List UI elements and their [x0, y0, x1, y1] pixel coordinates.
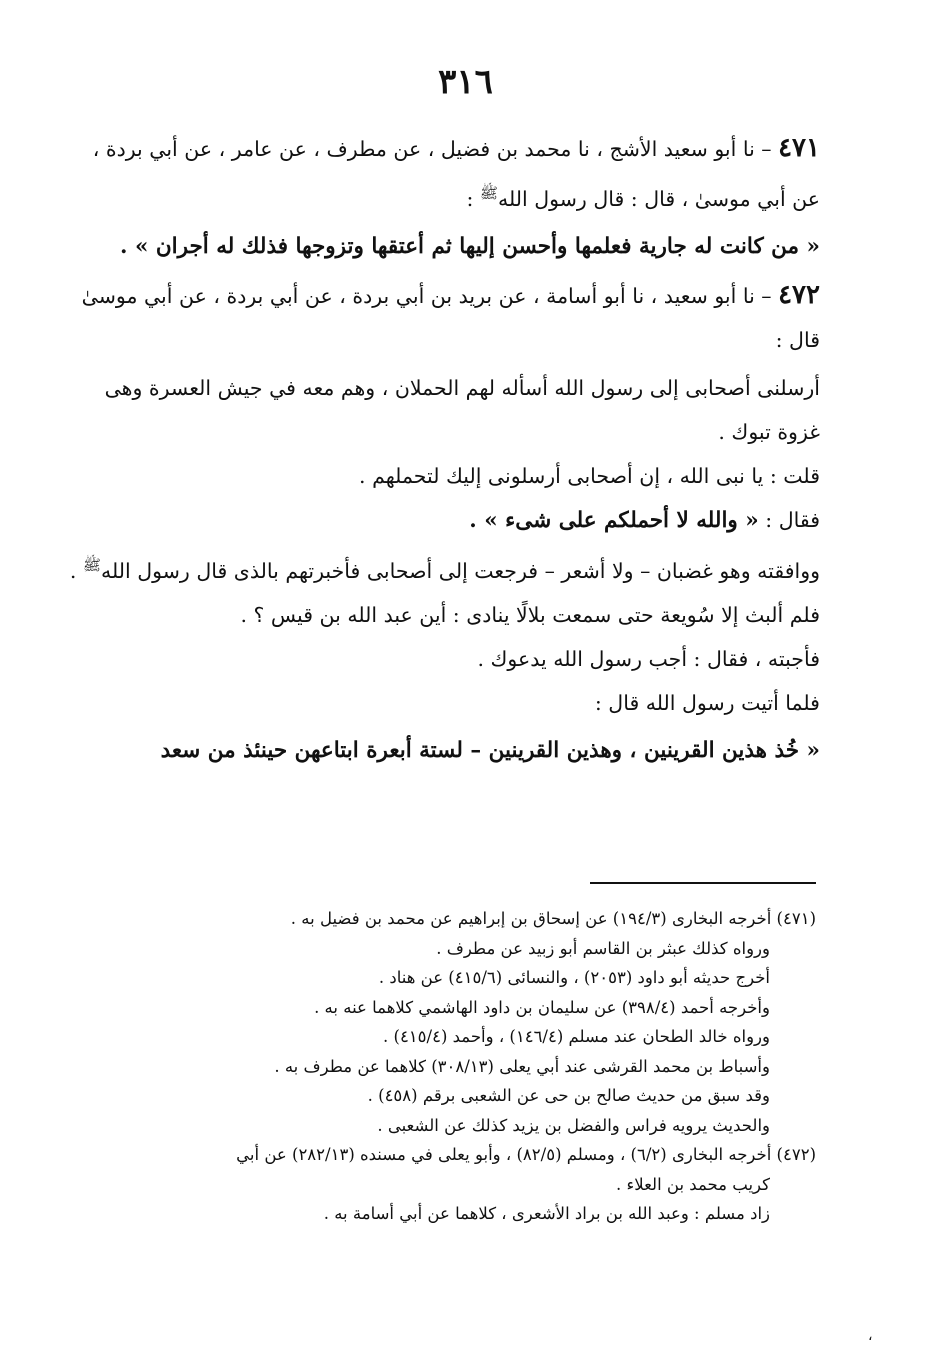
footnote-line: زاد مسلم : وعبد الله بن براد الأشعرى ، كلاهما عن أبي أسامة به .: [323, 1204, 770, 1223]
narration-paragraph: [60, 543, 820, 593]
main-text: [60, 126, 820, 773]
footnote-line: والحديث يرويه فراس والفضل بن يزيد كذلك عن الشعبى .: [377, 1115, 770, 1135]
narration-paragraph: أرسلنى أصحابى إلى رسول الله أسأله لهم الحملان ، وهم معه في جيش العسرة وهى غزوة تبوك .: [104, 375, 820, 444]
hadith-number: ٤٧١: [778, 133, 820, 163]
page-number: ٣١٦: [438, 62, 493, 102]
isnad-text: عن أبي بردة ، عن أبي موسىٰ ، قال : قال رسول الله: [92, 137, 820, 211]
prophet-quote: « والله لا أحملكم على شىء » .: [469, 507, 759, 533]
footnote-separator: [590, 882, 816, 884]
isnad-end: :: [466, 186, 480, 211]
footnote-line: ورواه كذلك عبثر بن القاسم أبو زبيد عن مطرف .: [436, 938, 770, 958]
footnote-line: كريب محمد بن العلاء .: [616, 1174, 770, 1194]
salla-ligature: ﷺ: [82, 555, 102, 574]
footnote-line: (٤٧١) أخرجه البخارى (١٩٤/٣) عن إسحاق بن إبراهيم عن محمد بن فضيل به .: [290, 909, 816, 928]
narration-paragraph: [60, 498, 820, 543]
hadith-number: ٤٧٢: [778, 279, 820, 310]
footnote-line: وقد سبق من حديث صالح بن حى عن الشعبى برقم (٤٥٨) .: [367, 1086, 770, 1105]
page-edge-mark: ،: [868, 1328, 873, 1344]
narration-text: ووافقته وهو غضبان – ولا أشعر – فرجعت إلى أصحابى فأخبرتهم بالذى قال رسول الله: [101, 558, 820, 583]
footnote-line: وأخرجه أحمد (٣٩٨/٤) عن سليمان بن داود الهاشمي كلاهما عنه به .: [314, 997, 770, 1017]
hadith-472-isnad: [60, 273, 820, 362]
prophet-quote-paragraph: « خُذ هذين القرينين ، وهذين القرينين – لستة أبعرة ابتاعهن حينئذ من سعد: [160, 737, 820, 763]
isnad-text: – نا أبو سعيد ، نا أبو أسامة ، عن بريد بن أبي بردة ، عن أبي بردة ،: [213, 283, 772, 308]
isnad-text: – نا أبو سعيد الأشج ، نا محمد بن فضيل ، عن مطرف ، عن عامر ،: [218, 137, 772, 161]
narration-paragraph: فلما أتيت رسول الله قال :: [594, 690, 820, 715]
narration-paragraph: فأجبته ، فقال : أجب رسول الله يدعوك .: [477, 646, 820, 671]
hadith-471-isnad: [60, 126, 820, 221]
footnote-line: وأسباط بن محمد القرشى عند أبي يعلى (٣٠٨/١٣) كلاهما عن مطرف به .: [274, 1056, 770, 1076]
narration-text: فقال :: [758, 507, 820, 532]
narration-end: .: [69, 558, 83, 583]
footnote-line: ورواه خالد الطحان عند مسلم (١٤٦/٤) ، وأحمد (٤١٥/٤) .: [383, 1027, 770, 1046]
narration-paragraph: قلت : يا نبى الله ، إن أصحابى أرسلونى إليك لتحملهم .: [359, 463, 820, 488]
footnotes: [70, 904, 816, 1229]
isnad-text: عن أبي موسىٰ قال :: [81, 283, 820, 352]
narration-paragraph: فلم ألبث إلا سُويعة حتى سمعت بلالًا ينادى : أين عبد الله بن قيس ؟ .: [240, 602, 820, 627]
hadith-471-matn: « من كانت له جارية فعلمها وأحسن إليها ثم أعتقها وتزوجها فذلك له أجران » .: [119, 233, 820, 259]
footnote-line: (٤٧٢) أخرجه البخارى (٦/٢) ، ومسلم (٨٢/٥) ، وأبو يعلى في مسنده (٢٨٢/١٣) عن أبي: [236, 1145, 816, 1164]
salla-ligature: ﷺ: [479, 184, 499, 202]
footnote-line: أخرج حديثه أبو داود (٢٠٥٣) ، والنسائى (٤١٥/٦) عن هناد .: [378, 968, 770, 987]
